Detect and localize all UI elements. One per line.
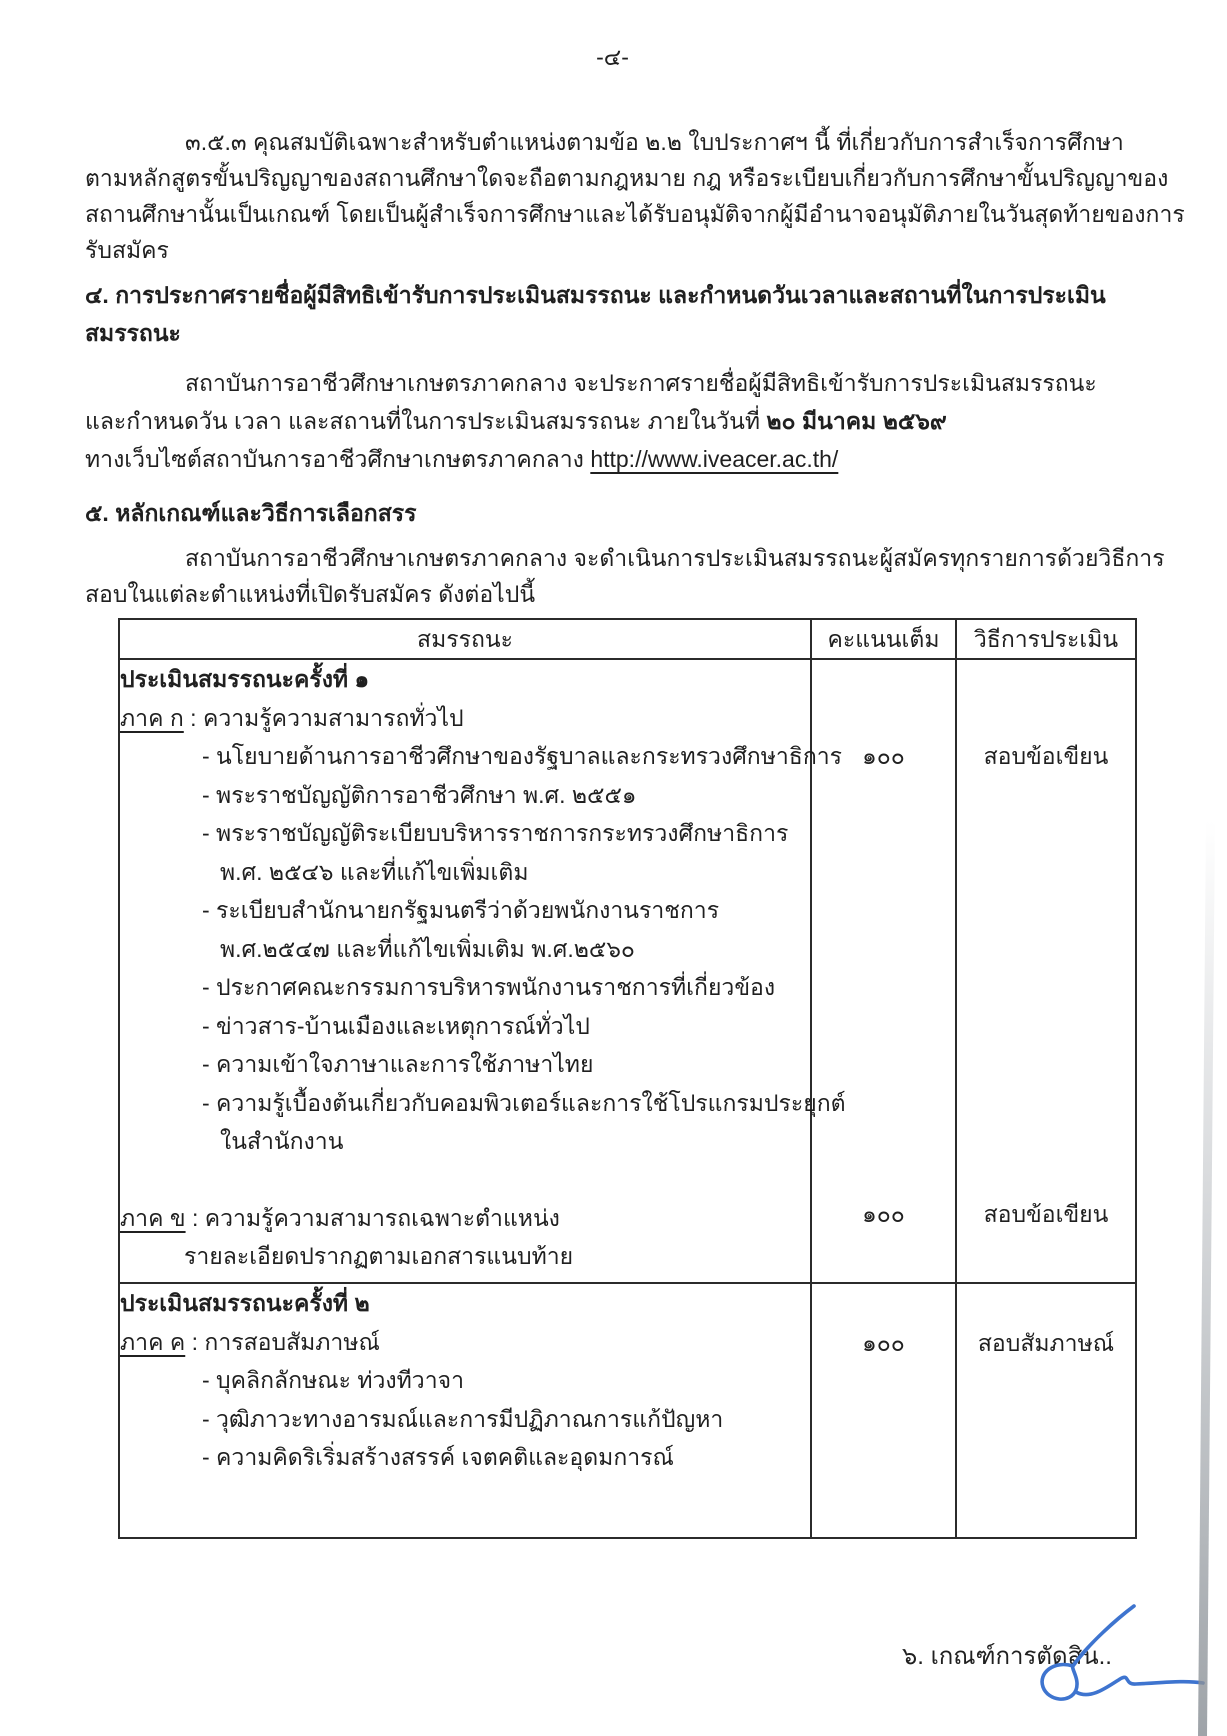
part-a-method: สอบข้อเขียน bbox=[983, 743, 1109, 769]
paragraph-line: สถานศึกษานั้นเป็นเกณฑ์ โดยเป็นผู้สำเร็จการศึกษาและได้รับอนุมัติจากผู้มีอำนาจอนุมัติภายในวันสุดท้ายของการ bbox=[85, 201, 1185, 227]
part-c-method: สอบสัมภาษณ์ bbox=[977, 1330, 1115, 1356]
competency-cell-2 bbox=[119, 1283, 811, 1538]
heading-line: สมรรถนะ bbox=[85, 320, 181, 346]
assessment-2-title: ประเมินสมรรถนะครั้งที่ ๒ bbox=[120, 1290, 370, 1316]
paragraph-line: สถาบันการอาชีวศึกษาเกษตรภาคกลาง จะดำเนินการประเมินสมรรถนะผู้สมัครทุกรายการด้วยวิธีการ bbox=[185, 545, 1165, 571]
part-b-heading bbox=[120, 1199, 810, 1238]
spacer-line bbox=[120, 1161, 810, 1199]
paragraph-line: รับสมัคร bbox=[85, 237, 169, 263]
part-c-label: ภาค ค bbox=[120, 1328, 186, 1355]
part-a-item-continuation: พ.ศ. ๒๕๔๖ และที่แก้ไขเพิ่มเติม bbox=[220, 858, 529, 885]
part-c-desc: : การสอบสัมภาษณ์ bbox=[185, 1328, 380, 1355]
part-a-item-continuation: ในสำนักงาน bbox=[220, 1128, 344, 1154]
competency-cell-1 bbox=[119, 659, 846, 1283]
part-b-label: ภาค ข bbox=[120, 1204, 186, 1231]
paragraph-3-5-3 bbox=[85, 124, 1185, 268]
method-cell-2 bbox=[956, 1283, 1136, 1538]
table-row-assessment-1 bbox=[119, 659, 1136, 1283]
paragraph-line: สอบในแต่ละตำแหน่งที่เปิดรับสมัคร ดังต่อไปนี้ bbox=[85, 581, 536, 607]
col-header-competency: สมรรถนะ bbox=[119, 619, 811, 659]
section-5-heading: ๕. หลักเกณฑ์และวิธีการเลือกสรร bbox=[85, 500, 417, 526]
col-header-method: วิธีการประเมิน bbox=[956, 619, 1136, 659]
part-c-item: - ความคิดริเริ่มสร้างสรรค์ เจตคติและอุดมการณ์ bbox=[202, 1444, 674, 1470]
score-cell-2 bbox=[811, 1283, 956, 1538]
part-c-heading bbox=[120, 1323, 810, 1362]
part-a-item: - พระราชบัญญัติระเบียบบริหารราชการกระทรวงศึกษาธิการ bbox=[202, 820, 789, 846]
part-c-item: - บุคลิกลักษณะ ท่วงทีวาจา bbox=[202, 1367, 465, 1393]
paragraph-5 bbox=[85, 540, 1165, 612]
handwritten-signature bbox=[1030, 1596, 1214, 1714]
col-header-full-score: คะแนนเต็ม bbox=[811, 619, 956, 659]
part-a-item: - ระเบียบสำนักนายกรัฐมนตรีว่าด้วยพนักงานราชการ bbox=[202, 897, 720, 923]
announcement-date: ๒๐ มีนาคม ๒๕๖๙ bbox=[766, 408, 947, 434]
part-a-item: - ความรู้เบื้องต้นเกี่ยวกับคอมพิวเตอร์และการใช้โปรแกรมประยุกต์ bbox=[202, 1089, 846, 1116]
next-section-catchword: ๖. เกณฑ์การตัดสิน.. bbox=[902, 1643, 1112, 1670]
part-a-score: ๑๐๐ bbox=[862, 743, 905, 769]
paragraph-4 bbox=[85, 364, 1140, 478]
paragraph-line bbox=[85, 440, 1140, 478]
assessment-1-title: ประเมินสมรรถนะครั้งที่ ๑ bbox=[120, 666, 370, 692]
part-b-method: สอบข้อเขียน bbox=[983, 1201, 1109, 1227]
part-b-desc: : ความรู้ความสามารถเฉพาะตำแหน่ง bbox=[185, 1204, 560, 1231]
part-a-item: - นโยบายด้านการอาชีวศึกษาของรัฐบาลและกระทรวงศึกษาธิการ bbox=[202, 743, 843, 769]
heading-line: ๔. การประกาศรายชื่อผู้มีสิทธิเข้ารับการประเมินสมรรถนะ และกำหนดวันเวลาและสถานที่ในการประเมิน bbox=[85, 282, 1106, 308]
section-4-heading bbox=[85, 276, 1140, 352]
part-a-desc: : ความรู้ความสามารถทั่วไป bbox=[183, 704, 464, 731]
part-a-heading bbox=[120, 699, 810, 738]
table-row-assessment-2 bbox=[119, 1283, 1136, 1538]
part-a-item: - พระราชบัญญัติการอาชีวศึกษา พ.ศ. ๒๕๕๑ bbox=[202, 781, 637, 808]
announcement-date-text: และกำหนดวัน เวลา และสถานที่ในการประเมินสมรรถนะ ภายในวันที่ bbox=[85, 408, 767, 434]
part-b-score: ๑๐๐ bbox=[862, 1201, 905, 1227]
part-c-score: ๑๐๐ bbox=[862, 1330, 905, 1356]
part-a-item: - ประกาศคณะกรรมการบริหารพนักงานราชการที่เกี่ยวข้อง bbox=[202, 974, 776, 1000]
paragraph-line: ๓.๕.๓ คุณสมบัติเฉพาะสำหรับตำแหน่งตามข้อ ๒.๒ ใบประกาศฯ นี้ ที่เกี่ยวกับการสำเร็จการศึกษา bbox=[185, 129, 1124, 155]
assessment-table bbox=[118, 618, 1137, 1539]
paragraph-line: ตามหลักสูตรขั้นปริญญาของสถานศึกษาใดจะถือตามกฎหมาย กฎ หรือระเบียบเกี่ยวกับการศึกษาขั้นปริญญาของ bbox=[85, 165, 1169, 191]
part-c-item: - วุฒิภาวะทางอารมณ์และการมีปฏิภาณการแก้ปัญหา bbox=[202, 1405, 724, 1432]
page-number: -๔- bbox=[596, 44, 629, 70]
paragraph-line: สถาบันการอาชีวศึกษาเกษตรภาคกลาง จะประกาศรายชื่อผู้มีสิทธิเข้ารับการประเมินสมรรถนะ bbox=[185, 370, 1097, 396]
part-a-label: ภาค ก bbox=[120, 704, 184, 731]
website-link[interactable]: http://www.iveacer.ac.th/ bbox=[590, 446, 839, 472]
part-b-detail: รายละเอียดปรากฏตามเอกสารแนบท้าย bbox=[184, 1243, 574, 1269]
table-header-row bbox=[119, 619, 1136, 659]
website-label: ทางเว็บไซต์สถาบันการอาชีวศึกษาเกษตรภาคกลาง bbox=[85, 446, 591, 472]
part-a-item: - ข่าวสาร-บ้านเมืองและเหตุการณ์ทั่วไป bbox=[202, 1012, 590, 1039]
signature-stroke bbox=[1042, 1606, 1203, 1699]
part-a-item-continuation: พ.ศ.๒๕๔๗ และที่แก้ไขเพิ่มเติม พ.ศ.๒๕๖๐ bbox=[220, 935, 635, 962]
method-cell-1 bbox=[956, 659, 1136, 1283]
part-a-item: - ความเข้าใจภาษาและการใช้ภาษาไทย bbox=[202, 1051, 594, 1077]
paragraph-line bbox=[85, 402, 1140, 440]
